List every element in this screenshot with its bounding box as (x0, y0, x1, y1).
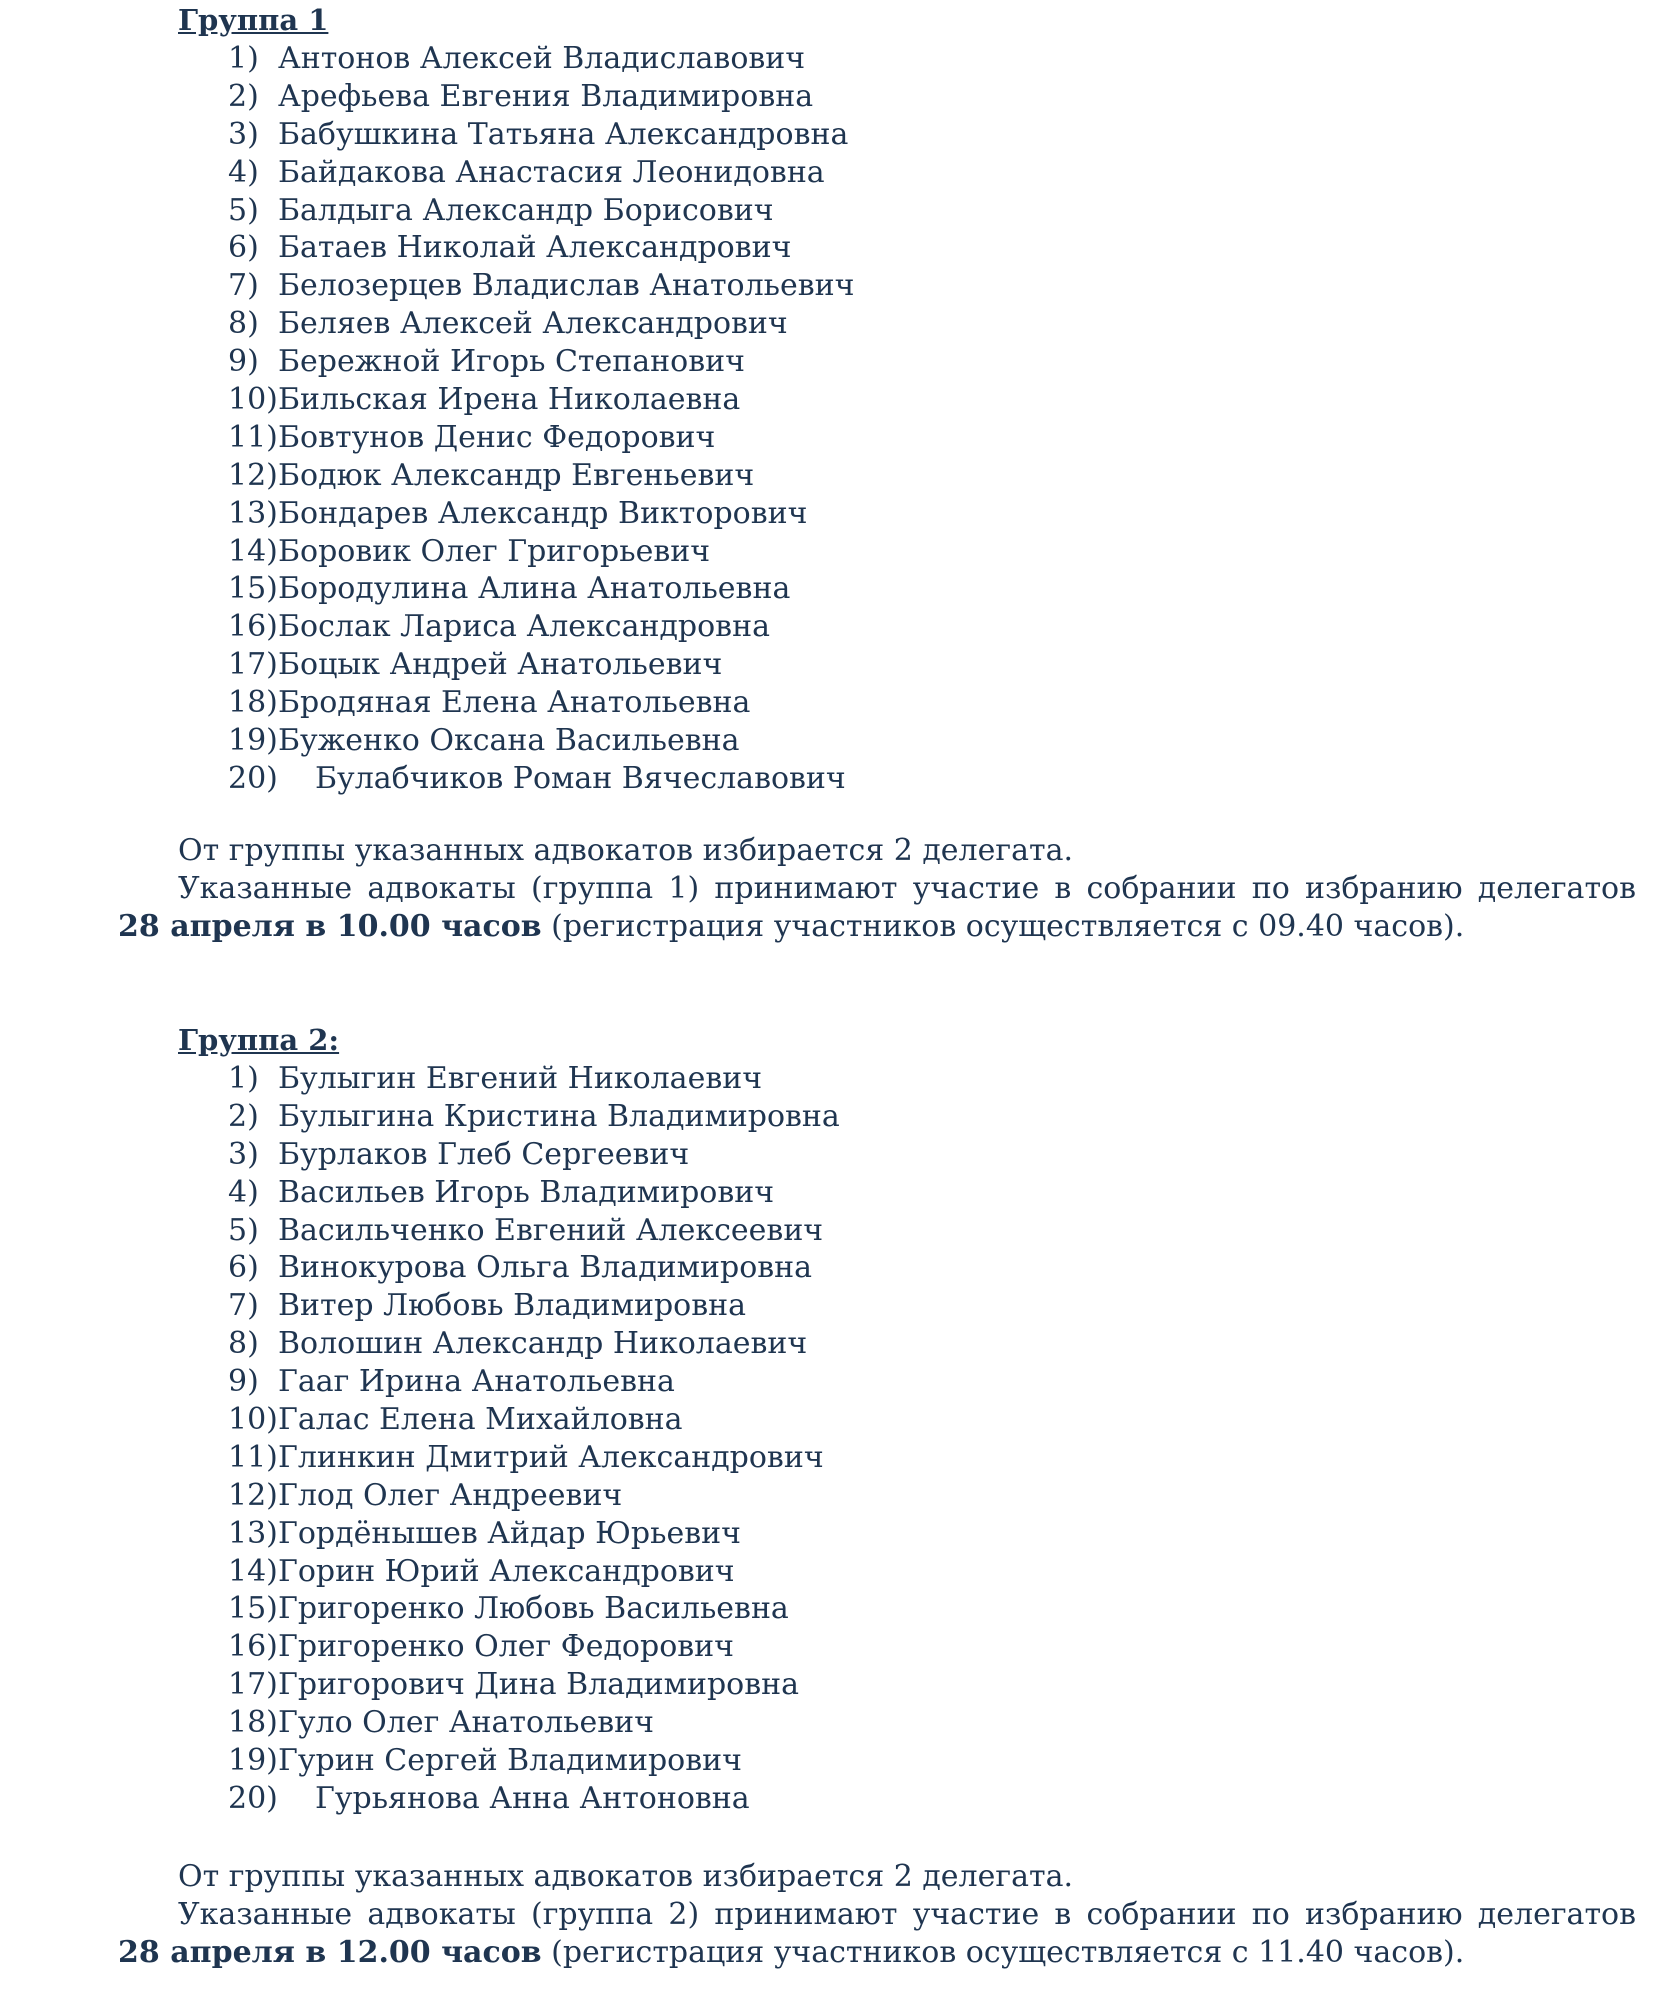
list-item-number: 12) (228, 1477, 278, 1513)
registration-text: (регистрация участников осуществляется с 11.40 часов). (541, 1935, 1465, 1970)
list-item-name: Винокурова Ольга Владимировна (278, 1250, 813, 1286)
meeting-time-line (118, 1934, 1464, 1972)
list-item-name: Бабушкина Татьяна Александровна (278, 116, 849, 152)
list-item-number: 1) (228, 1061, 259, 1096)
list-item-number: 20) (228, 1780, 278, 1816)
list-item-number: 5) (228, 192, 259, 228)
list-item-name: Бережной Игорь Степанович (278, 344, 745, 380)
list-item-number: 7) (228, 1288, 259, 1324)
list-item-number: 17) (228, 1667, 278, 1703)
list-item-name: Гуло Олег Анатольевич (278, 1705, 654, 1741)
list-item-number: 5) (228, 1212, 259, 1248)
delegates-count-text: От группы указанных адвокатов избирается 2 делегата. (178, 833, 1073, 868)
list-item-number: 10) (228, 382, 278, 418)
group-title: Группа 2: (178, 1023, 340, 1057)
list-item-number: 11) (228, 419, 278, 455)
list-item-name: Гурин Сергей Владимирович (278, 1743, 742, 1779)
list-item-name: Булыгин Евгений Николаевич (278, 1061, 763, 1096)
group-title: Группа 1 (178, 3, 329, 37)
list-item-name: Гааг Ирина Анатольевна (278, 1364, 675, 1400)
list-item-name: Волошин Александр Николаевич (278, 1326, 808, 1362)
meeting-time-line (118, 908, 1464, 946)
list-item-name: Булыгина Кристина Владимировна (278, 1098, 840, 1134)
list-item-name: Витер Любовь Владимировна (278, 1288, 746, 1324)
list-item-number: 16) (228, 1629, 278, 1665)
list-item-name: Антонов Алексей Владиславович (278, 41, 806, 76)
list-item-name: Балдыга Александр Борисович (278, 192, 774, 228)
list-item-name: Белозерцев Владислав Анатольевич (278, 268, 855, 304)
list-item-name: Арефьева Евгения Владимировна (278, 78, 814, 114)
list-item-name: Бовтунов Денис Федорович (278, 419, 716, 455)
list-item-name: Бослак Лариса Александровна (278, 609, 770, 645)
list-item-name: Боцык Андрей Анатольевич (278, 647, 723, 683)
list-item-number: 7) (228, 268, 259, 304)
list-item-name: Васильченко Евгений Алексеевич (278, 1212, 824, 1248)
list-item-name: Буженко Оксана Васильевна (278, 723, 740, 759)
list-item-name: Булабчиков Роман Вячеславович (315, 760, 846, 796)
list-item-name: Байдакова Анастасия Леонидовна (278, 154, 825, 190)
list-item-name: Глод Олег Андреевич (278, 1477, 623, 1513)
list-item-number: 10) (228, 1402, 278, 1438)
list-item-number: 14) (228, 533, 278, 569)
list-item-number: 18) (228, 685, 278, 721)
list-item-name: Бильская Ирена Николаевна (278, 382, 741, 418)
list-item-number: 8) (228, 1326, 259, 1362)
list-item-name: Беляев Алексей Александрович (278, 306, 788, 342)
list-item-name: Гурьянова Анна Антоновна (315, 1780, 750, 1816)
list-item-number: 13) (228, 495, 278, 531)
list-item-number: 2) (228, 1098, 259, 1134)
list-item-name: Бродяная Елена Анатольевна (278, 685, 751, 721)
list-item-name: Григорович Дина Владимировна (278, 1667, 799, 1703)
list-item-name: Григоренко Олег Федорович (278, 1629, 734, 1665)
list-item-name: Бодюк Александр Евгеньевич (278, 457, 755, 493)
list-item-number: 19) (228, 1743, 278, 1779)
list-item-name: Батаев Николай Александрович (278, 230, 792, 266)
registration-text: (регистрация участников осуществляется с 09.40 часов). (541, 909, 1465, 944)
list-item-name: Боровик Олег Григорьевич (278, 533, 711, 569)
list-item-number: 2) (228, 78, 259, 114)
list-item-number: 17) (228, 647, 278, 683)
delegates-count-text: От группы указанных адвокатов избирается 2 делегата. (178, 1859, 1073, 1894)
list-item-name: Галас Елена Михайловна (278, 1402, 683, 1438)
list-item-number: 19) (228, 723, 278, 759)
participation-text: Указанные адвокаты (группа 2) принимают участие в собрании по избранию делегатов (178, 1897, 1636, 1932)
list-item-number: 11) (228, 1439, 278, 1475)
list-item-number: 15) (228, 571, 278, 607)
list-item-number: 3) (228, 116, 259, 152)
participation-text: Указанные адвокаты (группа 1) принимают участие в собрании по избранию делегатов (178, 871, 1636, 906)
list-item-number: 14) (228, 1553, 278, 1589)
list-item-number: 12) (228, 457, 278, 493)
list-item-number: 13) (228, 1515, 278, 1551)
list-item-number: 4) (228, 1174, 259, 1210)
list-item-name: Горин Юрий Александрович (278, 1553, 735, 1589)
list-item-number: 4) (228, 154, 259, 190)
list-item-name: Бородулина Алина Анатольевна (278, 571, 791, 607)
list-item-number: 1) (228, 41, 259, 76)
list-item-number: 20) (228, 760, 278, 796)
list-item-number: 9) (228, 344, 259, 380)
list-item-number: 18) (228, 1705, 278, 1741)
list-item-number: 15) (228, 1591, 278, 1627)
list-item-name: Бондарев Александр Викторович (278, 495, 808, 531)
list-item-name: Григоренко Любовь Васильевна (278, 1591, 789, 1627)
list-item-number: 16) (228, 609, 278, 645)
list-item-number: 9) (228, 1364, 259, 1400)
list-item-number: 8) (228, 306, 259, 342)
list-item-number: 6) (228, 1250, 259, 1286)
list-item-number: 6) (228, 230, 259, 266)
list-item-name: Васильев Игорь Владимирович (278, 1174, 775, 1210)
meeting-time: 28 апреля в 10.00 часов (118, 909, 542, 944)
list-item-name: Гордёнышев Айдар Юрьевич (278, 1515, 741, 1551)
list-item-number: 3) (228, 1136, 259, 1172)
list-item-name: Бурлаков Глеб Сергеевич (278, 1136, 690, 1172)
list-item-name: Глинкин Дмитрий Александрович (278, 1439, 824, 1475)
meeting-time: 28 апреля в 12.00 часов (118, 1935, 542, 1970)
